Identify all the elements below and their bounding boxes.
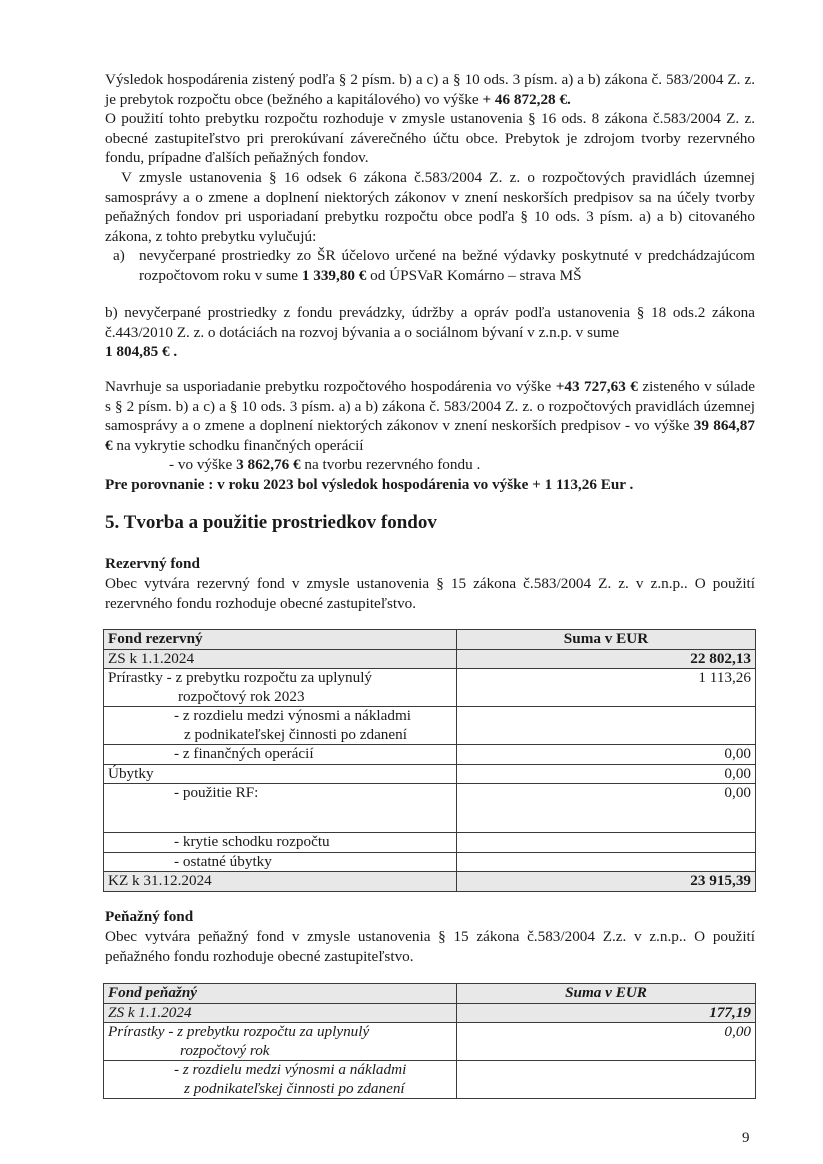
reserve-fund-heading: Rezervný fond bbox=[105, 555, 200, 572]
column-header: Suma v EUR bbox=[457, 630, 756, 650]
list-item: b) nevyčerpané prostriedky z fondu prevádzky, údržby a opráv podľa ustanovenia § 18 ods.2 zákona č.443/2010 Z. z. o dotáciách na rozvoj bývania a o sociálnom bývaní v z.n.p. v sume 1 804,85 € . bbox=[105, 304, 755, 361]
table-header bbox=[104, 630, 756, 650]
reserve-fund-text: Obec vytvára rezervný fond v zmysle ustanovenia § 15 zákona č.583/2004 Z. z. v z.n.p.. O použití rezervného fondu rozhoduje obecné zastupiteľstvo. bbox=[105, 575, 755, 612]
section-title: 5. Tvorba a použitie prostriedkov fondov bbox=[105, 512, 437, 533]
table-row: - z rozdielu medzi výnosmi a nákladmi z podnikateľskej činnosti po zdanení bbox=[104, 1061, 756, 1099]
page-number: 9 bbox=[742, 1130, 750, 1146]
table-row: - krytie schodku rozpočtu bbox=[104, 833, 756, 853]
surplus-amount: + 46 872,28 €. bbox=[482, 90, 571, 108]
column-header: Suma v EUR bbox=[457, 984, 756, 1004]
column-header: Fond rezervný bbox=[104, 630, 457, 650]
intro-section bbox=[105, 70, 755, 286]
money-fund-text: Obec vytvára peňažný fond v zmysle ustanovenia § 15 zákona č.583/2004 Z.z. v z.n.p.. O použití peňažného fondu rozhoduje obecné zastupiteľstvo. bbox=[105, 928, 755, 965]
table-header bbox=[104, 984, 756, 1004]
money-fund-table bbox=[103, 983, 756, 1099]
exclusion-paragraph: V zmysle ustanovenia § 16 odsek 6 zákona č.583/2004 Z. z. o rozpočtových pravidlách územnej samosprávy a o zmene a doplnení niektorých zákonov v znení neskorších predpisov sa na účely tvorby peňažných fondov pri usporiadaní prebytku rozpočtu obce podľa § 10 ods. 3 písm. a) a b) citovaného zákona, z tohto prebytku vylučujú: bbox=[105, 168, 755, 245]
reserve-allocation-line: - vo výške 3 862,76 € na tvorbu rezervného fondu . bbox=[169, 456, 481, 474]
comparison-line: Pre porovnanie : v roku 2023 bol výsledok hospodárenia vo výške + 1 113,26 Eur . bbox=[105, 475, 634, 493]
table-row: ZS k 1.1.2024 177,19 bbox=[104, 1003, 756, 1023]
proposal-paragraph: Navrhuje sa usporiadanie prebytku rozpočtového hospodárenia vo výške +43 727,63 € zisteného v súlade s § 2 písm. b) a c) a § 10 ods. 3 písm. a) a b) zákona č. 583/2004 Z. z. o rozpočtových pravidlách územnej samosprávy a o zmene a doplnení niektorých zákonov v znení neskorších predpisov - vo výške 39 864,87 € na vykrytie schodku finančných operácií bbox=[105, 378, 756, 454]
column-header: Fond peňažný bbox=[104, 984, 457, 1004]
table-row: - použitie RF: 0,00 bbox=[104, 784, 756, 833]
list-item: a) nevyčerpané prostriedky zo ŠR účelovo určené na bežné výdavky poskytnuté v predchádzajúcom rozpočtovom roku v sume 1 339,80 € od ÚPSVaR Komárno – strava MŠ bbox=[113, 247, 755, 284]
exclusion-list bbox=[105, 246, 755, 285]
table-row: - z rozdielu medzi výnosmi a nákladmi z podnikateľskej činnosti po zdanení bbox=[104, 707, 756, 745]
table-row: KZ k 31.12.2024 23 915,39 bbox=[104, 872, 756, 892]
proposal-section bbox=[105, 377, 755, 495]
table-row: - z finančných operácií 0,00 bbox=[104, 745, 756, 765]
use-of-surplus-paragraph: O použití tohto prebytku rozpočtu rozhoduje v zmysle ustanovenia § 16 ods. 8 zákona č.583/2004 Z. z. obecné zastupiteľstvo pri prerokúvaní záverečného účtu obce. Prebytok je zdrojom tvorby rezervného fondu, prípadne ďalších peňažných fondov. bbox=[105, 110, 755, 167]
table-row: Prírastky - z prebytku rozpočtu za uplynulý rozpočtový rok 2023 1 113,26 bbox=[104, 669, 756, 707]
item-b-section bbox=[105, 303, 755, 362]
money-fund-heading: Peňažný fond bbox=[105, 908, 194, 925]
table-row: Prírastky - z prebytku rozpočtu za uplynulý rozpočtový rok 0,00 bbox=[104, 1023, 756, 1061]
table-row: ZS k 1.1.2024 22 802,13 bbox=[104, 649, 756, 669]
table-row: - ostatné úbytky bbox=[104, 852, 756, 872]
result-paragraph: Výsledok hospodárenia zistený podľa § 2 písm. b) a c) a § 10 ods. 3 písm. a) a b) zákona č. 583/2004 Z. z. je prebytok rozpočtu obce (bežného a kapitálového) vo výške + 46 872,28 €. bbox=[105, 71, 755, 108]
table-row: Úbytky 0,00 bbox=[104, 764, 756, 784]
reserve-fund-table bbox=[103, 629, 756, 892]
